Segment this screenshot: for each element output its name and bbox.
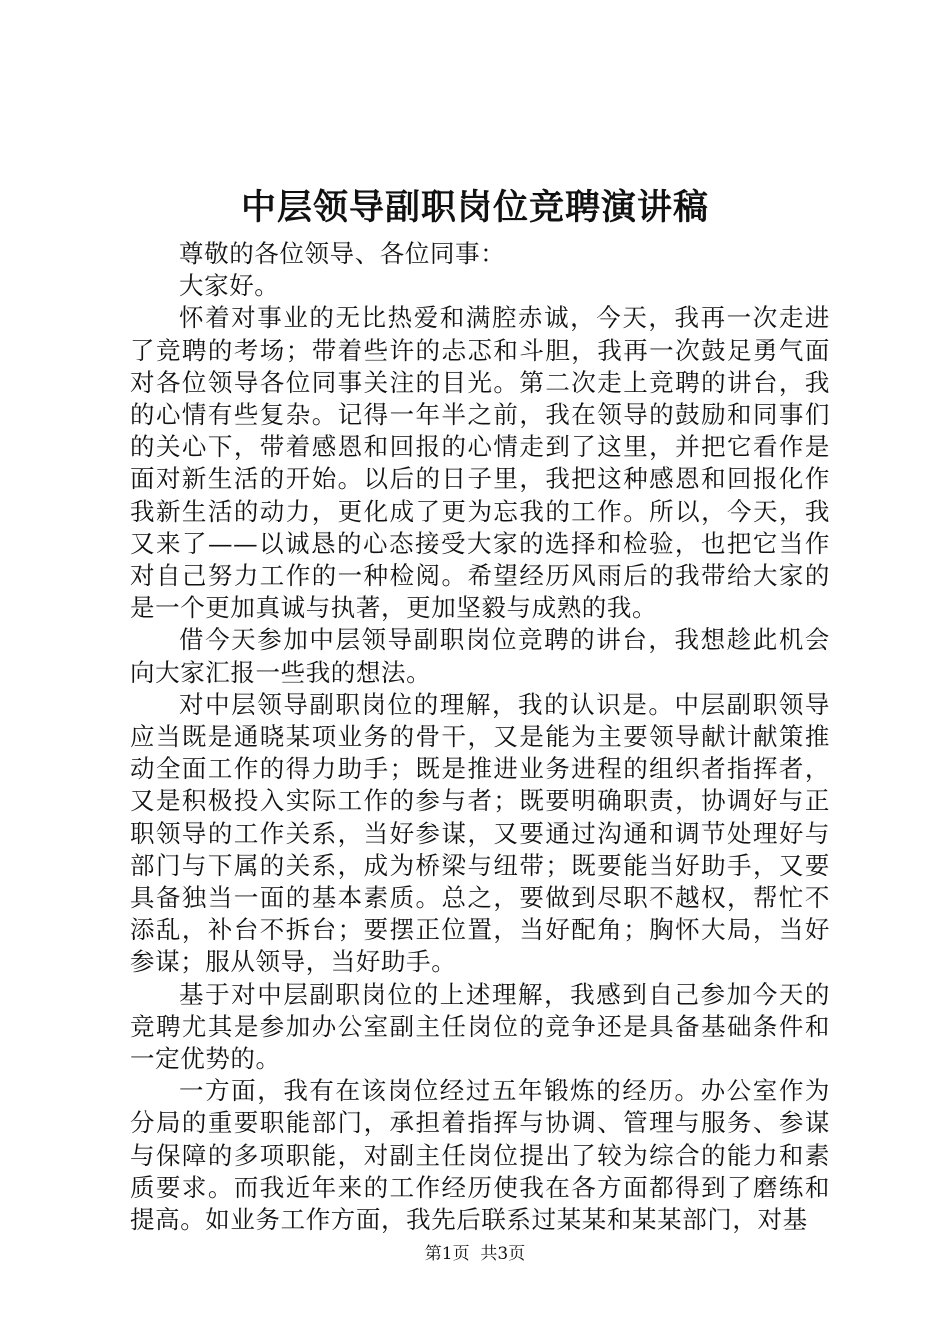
paragraph-basis: 基于对中层副职岗位的上述理解，我感到自己参加今天的竞聘尤其是参加办公室副主任岗位的竞争还是具备基础条件和一定优势的。 [130,979,830,1074]
paragraph-experience: 一方面，我有在该岗位经过五年锻炼的经历。办公室作为分局的重要职能部门，承担着指挥与协调、管理与服务、参谋与保障的多项职能，对副主任岗位提出了较为综合的能力和素质要求。而我近年来的工作经历使我在各方面都得到了磨练和提高。如业务工作方面，我先后联系过某某和某某部门，对基 [130,1076,830,1235]
paragraph-opening: 怀着对事业的无比热爱和满腔赤诚，今天，我再一次走进了竞聘的考场；带着些许的忐忑和斗胆，我再一次鼓足勇气面对各位领导各位同事关注的目光。第二次走上竞聘的讲台，我的心情有些复杂。记得一年半之前，我在领导的鼓励和同事们的关心下，带着感恩和回报的心情走到了这里，并把它看作是面对新生活的开始。以后的日子里，我把这种感恩和回报化作我新生活的动力，更化成了更为忘我的工作。所以，今天，我又来了——以诚恳的心态接受大家的选择和检验，也把它当作对自己努力工作的一种检阅。希望经历风雨后的我带给大家的是一个更加真诚与执著，更加坚毅与成熟的我。 [130,303,830,623]
page-number: 第1页 [424,1244,470,1264]
page-total: 共3页 [480,1244,526,1264]
document-body [130,238,830,1236]
paragraph-intent: 借今天参加中层领导副职岗位竞聘的讲台，我想趁此机会向大家汇报一些我的想法。 [130,625,830,687]
paragraph-understanding: 对中层领导副职岗位的理解，我的认识是。中层副职领导应当既是通晓某项业务的骨干，又是能为主要领导献计献策推动全面工作的得力助手；既是推进业务进程的组织者指挥者，又是积极投入实际工作的参与者；既要明确职责，协调好与正职领导的工作关系，当好参谋，又要通过沟通和调节处理好与部门与下属的关系，成为桥梁与纽带；既要能当好助手，又要具备独当一面的基本素质。总之，要做到尽职不越权，帮忙不添乱，补台不拆台；要摆正位置，当好配角；胸怀大局，当好参谋；服从领导，当好助手。 [130,689,830,977]
document-title: 中层领导副职岗位竞聘演讲稿 [240,187,709,228]
paragraph-salutation: 尊敬的各位领导、各位同事： [179,239,506,268]
paragraph-greeting: 大家好。 [179,271,280,301]
page-footer [0,1243,950,1265]
